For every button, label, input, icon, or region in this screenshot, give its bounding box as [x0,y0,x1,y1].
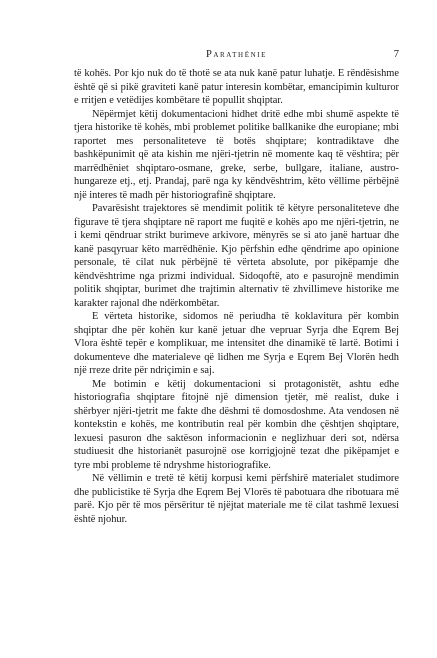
paragraph-4: E vërteta historike, sidomos në periudha të koklavitura për kombin shqiptar dhe për kohën kur kanë jetuar dhe vepruar Syrja dhe Eqrem Bej Vlora është tepër e komplikuar, me intensitet dhe dinamikë të lartë. Botimi i dokumenteve dhe materialeve që lidhen me Syrja e Eqrem Bej Vlorën hedh një rreze drite për ndriçimin e saj. [74,311,399,376]
paragraph-6: Në vëllimin e tretë të këtij korpusi kemi përfshirë materialet studimore dhe publicistike të Syrja dhe Eqrem Bej Vlorës të pabotuara dhe ribotuara më parë. Kjo për të mos përsëritur të njëjtat materiale me të cilat tashmë lexuesi është njohur. [74,473,399,525]
page-number: 7 [393,49,399,60]
body-text [74,67,399,526]
running-title: Parathënie [205,49,268,60]
paragraph-2: Nëpërmjet këtij dokumentacioni hidhet dritë edhe mbi shumë aspekte të tjera historike të kohës, mbi problemet politike ballkanike dhe europiane; mbi raportet mes personaliteteve të botës shqiptare; kontradiktave dhe bashkëpunimit që ata kishin me njëri-tjetrin në momente kaq të vështira; për marrëdhëniet shqiptaro-osmane, greke, serbe, bullgare, italiane, austro-hungareze etj., etj. Prandaj, parë nga ky këndvështrim, këto vëllime përbëjnë një interes të madh për historiografinë shqiptare. [74,108,399,201]
paragraph-1: të kohës. Por kjo nuk do të thotë se ata nuk kanë patur luhatje. E rëndësishme është që si pikë graviteti kanë patur interesin kombëtar, emancipimin kulturor e rritjen e vetëdijes kombëtare të popullit shqiptar. [74,68,399,106]
paragraph-5: Me botimin e këtij dokumentacioni si protagonistët, ashtu edhe historiografia shqiptare fitojnë një dimension tjetër, më realist, duke i shërbyer njëri-tjetrit me fakte dhe dëshmi të domosdoshme. Ata vendosen në kontekstin e kohës, me kontributin real për kombin dhe çështjen shqiptare, lexuesi pasuron dhe saktëson informacionin e neglizhuar deri sot, ndërsa studiuesit dhe historianët pasurojnë ose korrigjojnë tezat dhe pikëpamjet e tyre mbi probleme të ndryshme historiografike. [74,378,399,471]
running-head [74,48,399,62]
paragraph-3: Pavarësisht trajektores së mendimit politik të këtyre personaliteteve dhe figurave të tjera shqiptare në raport me fuqitë e kohës apo me njëri-tjetrin, ne i kemi qëndruar strikt burimeve arkivore, mënyrës se si ato janë hartuar dhe kanë pasqyruar këto marrëdhënie. Kjo përfshin edhe qëndrime apo opinione personale, të cilat nuk përbëjnë të vërteta absolute, por pikëpamje dhe këndvështrime nga prizmi individual. Sidoqoftë, ato e pasurojnë mendimin politik shqiptar, burimet dhe trajtimin alternativ të zhvillimeve historike me karakter rajonal dhe ndërkombëtar. [74,203,399,309]
